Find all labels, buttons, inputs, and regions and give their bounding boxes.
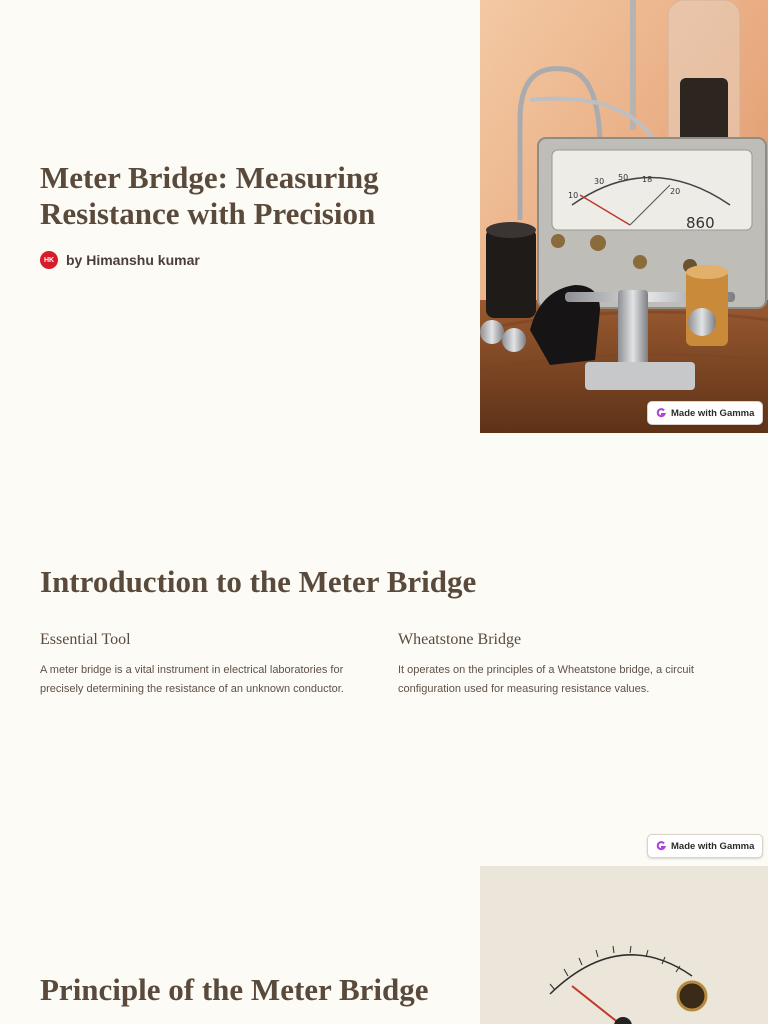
analog-meter-photo <box>480 866 768 1024</box>
section-title: Introduction to the Meter Bridge <box>40 564 477 599</box>
meter-reading: 860 <box>686 214 715 232</box>
meter-scale-label: 18 <box>642 175 653 184</box>
gamma-logo-icon <box>656 841 666 851</box>
author-byline <box>40 251 200 269</box>
card-wheatstone-bridge <box>398 631 728 699</box>
introduction-slide <box>0 433 768 866</box>
gamma-logo-icon <box>656 408 666 418</box>
made-with-gamma-badge[interactable] <box>647 401 763 425</box>
card-heading: Essential Tool <box>40 631 131 648</box>
meter-scale-label: 20 <box>670 187 681 196</box>
avatar: HK <box>40 251 58 269</box>
badge-label: Made with Gamma <box>671 840 755 852</box>
title-slide <box>0 0 768 433</box>
section-title: Principle of the Meter Bridge <box>40 972 429 1007</box>
made-with-gamma-badge[interactable] <box>647 834 763 858</box>
meter-scale-label: 30 <box>594 177 605 186</box>
meter-scale-label: 10 <box>568 191 579 200</box>
card-text: A meter bridge is a vital instrument in electrical laboratories for precisely determining the resistance of an unknown conductor. <box>40 664 344 695</box>
presentation-title: Meter Bridge: Measuring Resistance with Precision <box>40 160 379 231</box>
meter-bridge-photo <box>480 0 768 433</box>
card-essential-tool <box>40 631 370 699</box>
card-heading: Wheatstone Bridge <box>398 631 522 648</box>
author-name: by Himanshu kumar <box>66 252 200 268</box>
card-text: It operates on the principles of a Wheatstone bridge, a circuit configuration used for measuring resistance values. <box>398 664 694 695</box>
principle-slide <box>0 866 768 1024</box>
badge-label: Made with Gamma <box>671 407 755 419</box>
meter-scale-label: 50 <box>618 173 629 182</box>
